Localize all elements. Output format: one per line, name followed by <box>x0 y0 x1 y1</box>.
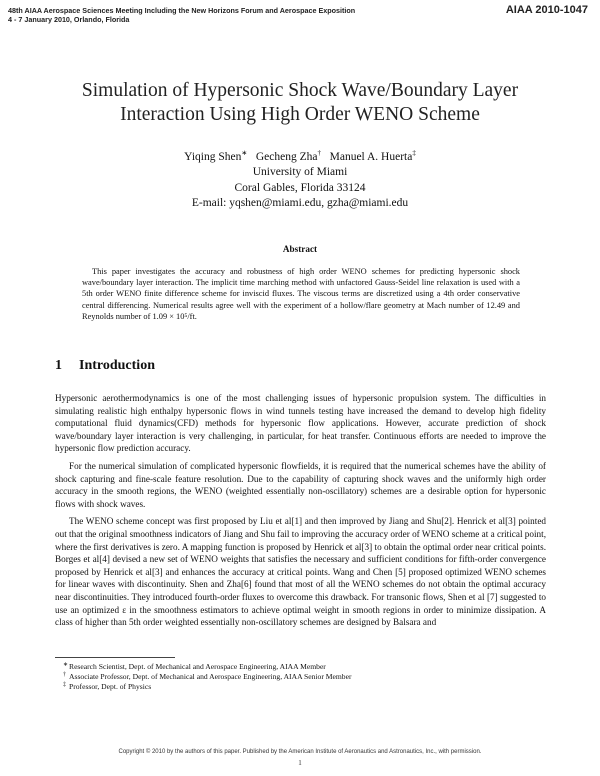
footnote-rule <box>55 657 175 658</box>
copyright-notice: Copyright © 2010 by the authors of this paper. Published by the American Institute of Aeronautics and Astronautics, Inc., with permission. <box>118 749 482 755</box>
footnote-mark: ∗ <box>63 662 69 668</box>
paragraph: Hypersonic aerothermodynamics is one of the most challenging issues of hypersonic propulsion system. The difficulties in simulating realistic high enthalpy hypersonic flows in wind tunnels testing have increased the demand to develop high fidelity computational fluid dynamics(CFD) methods for hypersonic flow applications. However, accurate prediction of shock wave/boundary layer interaction is very challenging, in particular, for heat transfer. Continuous efforts are needed to improve the hypersonic flow prediction accuracy. <box>55 393 546 454</box>
footnote-mark: † <box>63 672 66 678</box>
author-3-mark: ‡ <box>412 149 416 157</box>
footnote <box>55 672 546 682</box>
footnote-text: Associate Professor, Dept. of Mechanical and Aerospace Engineering, AIAA Senior Member <box>69 672 352 681</box>
address: Coral Gables, Florida 33124 <box>234 181 366 194</box>
footnote <box>55 662 546 672</box>
email: E-mail: yqshen@miami.edu, gzha@miami.edu <box>191 197 409 210</box>
author-2: Gecheng Zha <box>255 150 318 163</box>
paragraph: The WENO scheme concept was first proposed by Liu et al[1] and then improved by Jiang and Shu[2]. Henrick et al[3] pointed out that the original smoothness indicators of Jiang and Shu fail to improving the accuracy order of WENO scheme at a critical point, where the first derivatives is zero. A mapping function is proposed by Henrick et al[3] to obtain the optimal order near critical points. Borges et al[4] devised a new set of WENO weights that satisfies the necessary and sufficient conditions for fifth-order convergence proposed by Henrick et al[3] and enhances the accuracy at critical points. Wang and Chen [5] proposed optimized WENO schemes for linear waves with discontinuity. Shen and Zha[6] found that most of all the WENO schemes do not obtain the optimal accuracy near discontinuities. They introduced fourth-order fluxes to overcome this drawback. For transonic flows, Shen et al [7] suggested to use an optimized ε in the smoothness estimators to achieve optimal weight in smooth regions in order to minimize dissipation. A class of higher than 5th order weighted essentially non-oscillatory schemes are designed by Balsara and <box>55 516 546 628</box>
footnotes <box>55 657 546 692</box>
author-2-mark: † <box>317 149 321 157</box>
abstract <box>82 266 520 322</box>
section-title: Introduction <box>79 358 155 373</box>
paper-title <box>40 79 560 127</box>
section-heading <box>55 358 155 374</box>
footnote-mark: ‡ <box>63 682 66 688</box>
body-text <box>55 392 546 634</box>
abstract-heading: Abstract <box>282 244 318 254</box>
conference-line-1: 48th AIAA Aerospace Sciences Meeting Including the New Horizons Forum and Aerospace Exposition <box>8 6 356 15</box>
author-1: Yiqing Shen <box>184 150 242 163</box>
title-line-2: Interaction Using High Order WENO Scheme <box>120 104 480 125</box>
title-line-1: Simulation of Hypersonic Shock Wave/Boundary Layer <box>81 80 519 101</box>
footnote-text: Professor, Dept. of Physics <box>69 682 152 691</box>
author-3: Manuel A. Huerta <box>329 150 413 163</box>
abstract-text: This paper investigates the accuracy and robustness of high order WENO schemes for predicting hypersonic shock wave/boundary layer interaction. The implicit time marching method with unfactored Gauss-Seidel line relaxation is used with a 5th order WENO finite difference scheme for inviscid fluxes. The viscous terms are discretized using a 4th order conservative central differencing. Numerical results agree well with the experiment of a hollow/flare geometry at Mach number of 12.49 and Reynolds number of 1.09 × 10⁵/ft. <box>82 267 520 321</box>
section-number: 1 <box>55 358 62 373</box>
author-block <box>40 146 560 212</box>
page-number: 1 <box>298 759 302 767</box>
author-names <box>40 146 560 165</box>
footnote-text: Research Scientist, Dept. of Mechanical and Aerospace Engineering, AIAA Member <box>69 662 326 671</box>
conference-header <box>8 6 355 24</box>
affiliation: University of Miami <box>252 166 348 179</box>
author-1-mark: ∗ <box>241 149 248 157</box>
paper-number: AIAA 2010-1047 <box>505 4 588 16</box>
paragraph: For the numerical simulation of complicated hypersonic flowfields, it is required that the numerical schemes have the ability of shock capturing and fine-scale feature resolution. Due to the capability of capturing shock waves and the uniformly high order accuracy in the smooth regions, the WENO (weighted essentially non-oscillatory) schemes are a desirable option for hypersonic flows with shock waves. <box>55 460 546 509</box>
conference-line-2: 4 - 7 January 2010, Orlando, Florida <box>8 15 130 24</box>
footnote <box>55 682 546 692</box>
